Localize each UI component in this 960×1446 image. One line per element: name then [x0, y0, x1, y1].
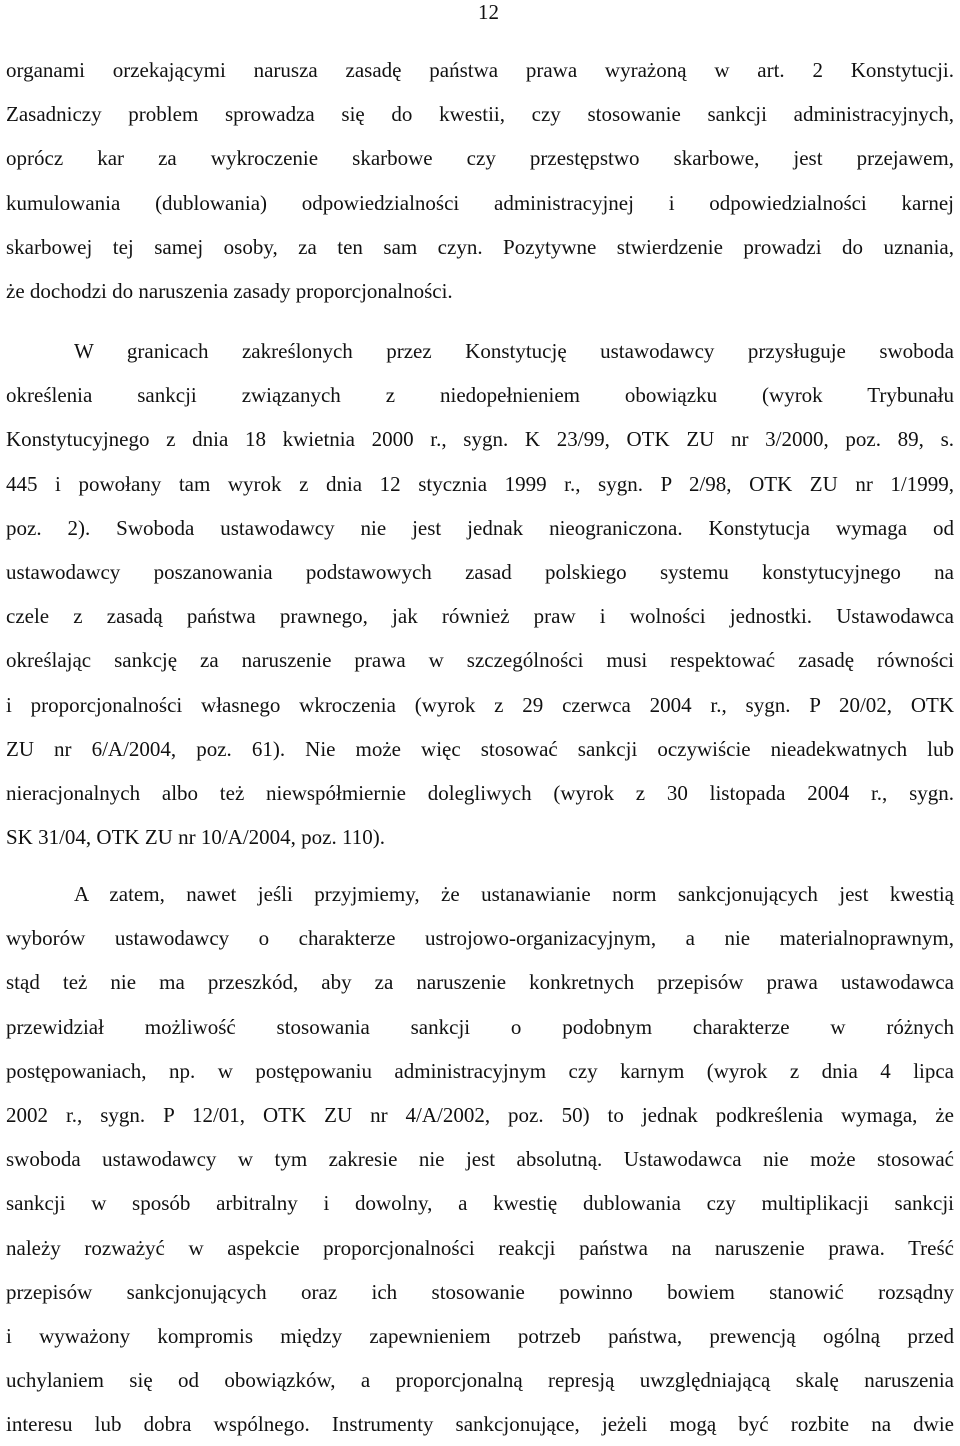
paragraph-3 — [6, 872, 954, 1446]
text-line: Zasadniczy problem sprowadza się do kwestii, czy stosowanie sankcji administracyjnych, — [6, 102, 954, 127]
text-line: nieracjonalnych albo też niewspółmiernie dolegliwych (wyrok z 30 listopada 2004 r., sygn. — [6, 780, 954, 805]
text-line: że dochodzi do naruszenia zasady proporcjonalności. — [6, 278, 453, 303]
text-line: SK 31/04, OTK ZU nr 10/A/2004, poz. 110). — [6, 825, 385, 850]
text-line: wyborów ustawodawcy o charakterze ustrojowo-organizacyjnym, a nie materialnoprawnym, — [6, 926, 954, 951]
text-line: czele z zasadą państwa prawnego, jak również praw i wolności jednostki. Ustawodawca — [6, 604, 954, 629]
text-line: skarbowej tej samej osoby, za ten sam czyn. Pozytywne stwierdzenie prowadzi do uznania, — [6, 234, 954, 259]
text-line: i proporcjonalności własnego wkroczenia (wyrok z 29 czerwca 2004 r., sygn. P 20/02, OTK — [6, 692, 954, 717]
text-line: swoboda ustawodawcy w tym zakresie nie jest absolutną. Ustawodawca nie może stosować — [6, 1147, 954, 1172]
text-line: i wyważony kompromis między zapewnieniem potrzeb państwa, prewencją ogólną przed — [6, 1323, 954, 1348]
text-line: postępowaniach, np. w postępowaniu administracyjnym czy karnym (wyrok z dnia 4 lipca — [6, 1058, 954, 1083]
text-line: ZU nr 6/A/2004, poz. 61). Nie może więc stosować sankcji oczywiście nieadekwatnych lub — [6, 736, 954, 761]
text-line: W granicach zakreślonych przez Konstytucję ustawodawcy przysługuje swoboda — [74, 339, 954, 363]
text-line: interesu lub dobra wspólnego. Instrumenty sankcjonujące, jeżeli mogą być rozbite na dwie — [6, 1412, 954, 1437]
text-line: przewidział możliwość stosowania sankcji o podobnym charakterze w różnych — [6, 1014, 954, 1039]
text-line: stąd też nie ma przeszkód, aby za naruszenie konkretnych przepisów prawa ustawodawca — [6, 970, 954, 995]
paragraph-1 — [6, 48, 954, 313]
text-line: poz. 2). Swoboda ustawodawcy nie jest jednak nieograniczona. Konstytucja wymaga od — [6, 515, 954, 540]
text-line: 2002 r., sygn. P 12/01, OTK ZU nr 4/A/2002, poz. 50) to jednak podkreślenia wymaga, że — [6, 1102, 954, 1127]
text-line: A zatem, nawet jeśli przyjmiemy, że ustanawianie norm sankcjonujących jest kwestią — [74, 882, 954, 906]
text-line: kumulowania (dublowania) odpowiedzialności administracyjnej i odpowiedzialności karnej — [6, 190, 954, 215]
text-line: organami orzekającymi narusza zasadę państwa prawa wyrażoną w art. 2 Konstytucji. — [6, 58, 954, 82]
text-line: określenia sankcji związanych z niedopełnieniem obowiązku (wyrok Trybunału — [6, 383, 954, 408]
text-line: określając sankcję za naruszenie prawa w szczególności musi respektować zasadę równości — [6, 648, 954, 673]
text-line: uchylaniem się od obowiązków, a proporcjonalną represją uwzględniającą skalę naruszenia — [6, 1368, 954, 1393]
text-line: Konstytucyjnego z dnia 18 kwietnia 2000 r., sygn. K 23/99, OTK ZU nr 3/2000, poz. 89, s. — [6, 427, 954, 452]
text-line: 445 i powołany tam wyrok z dnia 12 stycznia 1999 r., sygn. P 2/98, OTK ZU nr 1/1999, — [6, 471, 954, 496]
text-line: należy rozważyć w aspekcie proporcjonalności reakcji państwa na naruszenie prawa. Treść — [6, 1235, 954, 1260]
text-line: sankcji w sposób arbitralny i dowolny, a kwestię dublowania czy multiplikacji sankcji — [6, 1191, 954, 1216]
text-line: przepisów sankcjonujących oraz ich stosowanie powinno bowiem stanowić rozsądny — [6, 1279, 954, 1304]
page-number: 12 — [478, 0, 499, 24]
paragraph-2 — [6, 329, 954, 859]
text-line: ustawodawcy poszanowania podstawowych zasad polskiego systemu konstytucyjnego na — [6, 559, 954, 584]
text-line: oprócz kar za wykroczenie skarbowe czy przestępstwo skarbowe, jest przejawem, — [6, 146, 954, 171]
